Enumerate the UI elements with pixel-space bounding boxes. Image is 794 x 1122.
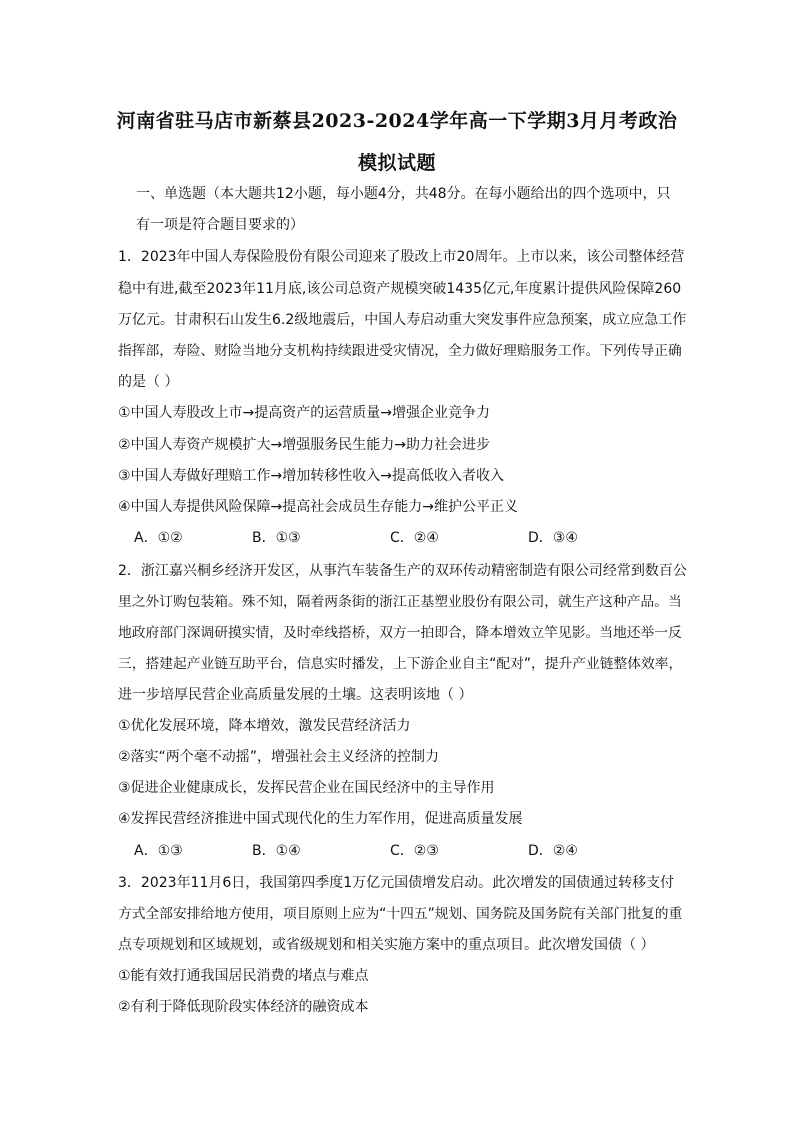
doc-title-line2: 模拟试题 xyxy=(357,152,436,174)
section-heading-line2: 有一项是符合题目要求的） xyxy=(136,217,304,233)
q2-stem-line: 进一步培厚民营企业高质量发展的土壤。这表明该地（ ） xyxy=(118,687,473,703)
q1-item: ②中国人寿资产规模扩大→增强服务民生能力→助力社会进步 xyxy=(118,437,491,453)
q2-option-d[interactable]: D．②④ xyxy=(528,843,578,859)
q2-item: ①优化发展环境，降本增效，激发民营经济活力 xyxy=(118,718,411,734)
q1-stem-line: 指挥部，寿险、财险当地分支机构持续跟进受灾情况，全力做好理赔服务工作。下列传导正确 xyxy=(118,343,682,359)
q1-stem-line: 的是（ ） xyxy=(118,374,179,390)
q2-stem-line: 三，搭建起产业链互助平台，信息实时播发，上下游企业自主“配对”，提升产业链整体效率， xyxy=(118,656,683,672)
q1-stem-line: 稳中有进,截至2023年11月底,该公司总资产规模突破1435亿元,年度累计提供风险保障260 xyxy=(118,281,682,297)
q1-stem-line: 万亿元。甘肃积石山发生6.2级地震后，中国人寿启动重大突发事件应急预案，成立应急工作 xyxy=(118,312,687,328)
q1-item: ③中国人寿做好理赔工作→增加转移性收入→提高低收入者收入 xyxy=(118,468,505,484)
q1-option-d[interactable]: D．③④ xyxy=(528,530,578,546)
q3-item: ②有利于降低现阶段实体经济的融资成本 xyxy=(118,999,369,1015)
q2-item: ③促进企业健康成长，发挥民营企业在国民经济中的主导作用 xyxy=(118,780,495,796)
q1-option-a[interactable]: A．①② xyxy=(134,530,183,546)
q2-option-b[interactable]: B．①④ xyxy=(252,843,301,859)
q3-item: ①能有效打通我国居民消费的堵点与难点 xyxy=(118,968,369,984)
q2-stem-line: 地政府部门深调研摸实情，及时牵线搭桥，双方一拍即合，降本增效立竿见影。当地还举一反 xyxy=(118,625,682,641)
q2-option-c[interactable]: C．②③ xyxy=(390,843,439,859)
q1-option-b[interactable]: B．①③ xyxy=(252,530,301,546)
q3-stem-line: 点专项规划和区域规划，或省级规划和相关实施方案中的重点项目。此次增发国债（ ） xyxy=(118,937,655,953)
q1-stem-line: 1．2023年中国人寿保险股份有限公司迎来了股改上市20周年。上市以来，该公司整体经营 xyxy=(118,249,685,265)
q2-stem-line: 里之外订购包装箱。殊不知，隔着两条街的浙江正基塑业股份有限公司，就生产这种产品。当 xyxy=(118,594,682,610)
q2-item: ②落实“两个毫不动摇”，增强社会主义经济的控制力 xyxy=(118,749,440,765)
q2-item: ④发挥民营经济推进中国式现代化的生力军作用，促进高质量发展 xyxy=(118,811,523,827)
section-heading-line1: 一、单选题（本大题共12小题，每小题4分，共48分。在每小题给出的四个选项中，只 xyxy=(136,186,671,202)
q1-item: ④中国人寿提供风险保障→提高社会成员生存能力→维护公平正义 xyxy=(118,499,519,515)
q1-item: ①中国人寿股改上市→提高资产的运营质量→增强企业竞争力 xyxy=(118,405,491,421)
q1-option-c[interactable]: C．②④ xyxy=(390,530,439,546)
doc-title-line1: 河南省驻马店市新蔡县2023-2024学年高一下学期3月月考政治 xyxy=(116,110,678,132)
q3-stem-line: 3．2023年11月6日，我国第四季度1万亿元国债增发启动。此次增发的国债通过转移支付 xyxy=(118,875,675,891)
q2-stem-line: 2．浙江嘉兴桐乡经济开发区，从事汽车装备生产的双环传动精密制造有限公司经常到数百公 xyxy=(118,563,687,579)
q3-stem-line: 方式全部安排给地方使用，项目原则上应为“十四五”规划、国务院及国务院有关部门批复的重 xyxy=(118,906,683,922)
q2-option-a[interactable]: A．①③ xyxy=(134,843,183,859)
